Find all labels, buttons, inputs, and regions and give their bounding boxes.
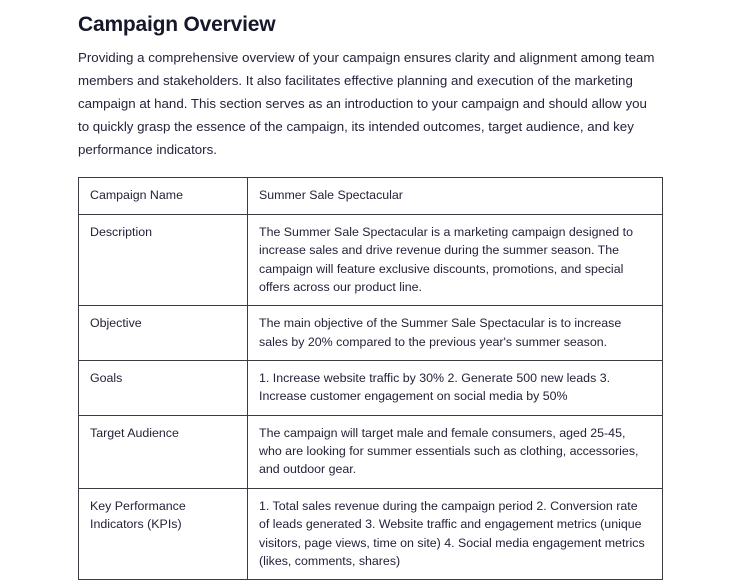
row-label: Goals (79, 361, 248, 416)
row-label: Description (79, 214, 248, 305)
table-row (79, 415, 663, 488)
table-row (79, 361, 663, 416)
table-row (79, 306, 663, 361)
row-value: The main objective of the Summer Sale Spectacular is to increase sales by 20% compared to the previous year's summer season. (248, 306, 663, 361)
table-row (79, 488, 663, 579)
page-title: Campaign Overview (78, 13, 276, 36)
row-value: The Summer Sale Spectacular is a marketing campaign designed to increase sales and drive revenue during the summer season. The campaign will feature exclusive discounts, promotions, and special offers across our product line. (248, 214, 663, 305)
row-value: Summer Sale Spectacular (248, 178, 663, 214)
intro-paragraph: Providing a comprehensive overview of your campaign ensures clarity and alignment among team members and stakeholders. It also facilitates effective planning and execution of the marketing campaign at hand. This section serves as an introduction to your campaign and should allow you to quickly grasp the essence of the campaign, its intended outcomes, target audience, and key performance indicators. (78, 50, 655, 157)
row-label: Objective (79, 306, 248, 361)
table-row (79, 178, 663, 214)
row-label: Key Performance Indicators (KPIs) (79, 488, 248, 579)
row-value: 1. Increase website traffic by 30% 2. Generate 500 new leads 3. Increase customer engagement on social media by 50% (248, 361, 663, 416)
row-label: Campaign Name (79, 178, 248, 214)
row-value: 1. Total sales revenue during the campaign period 2. Conversion rate of leads generated 3. Website traffic and engagement metrics (unique visitors, page views, time on site) 4. Social media engagement metrics (likes, comments, shares) (248, 488, 663, 579)
row-label: Target Audience (79, 415, 248, 488)
campaign-overview-table (78, 177, 663, 580)
row-value: The campaign will target male and female consumers, aged 25-45, who are looking for summer essentials such as clothing, accessories, and outdoor gear. (248, 415, 663, 488)
table-row (79, 214, 663, 305)
